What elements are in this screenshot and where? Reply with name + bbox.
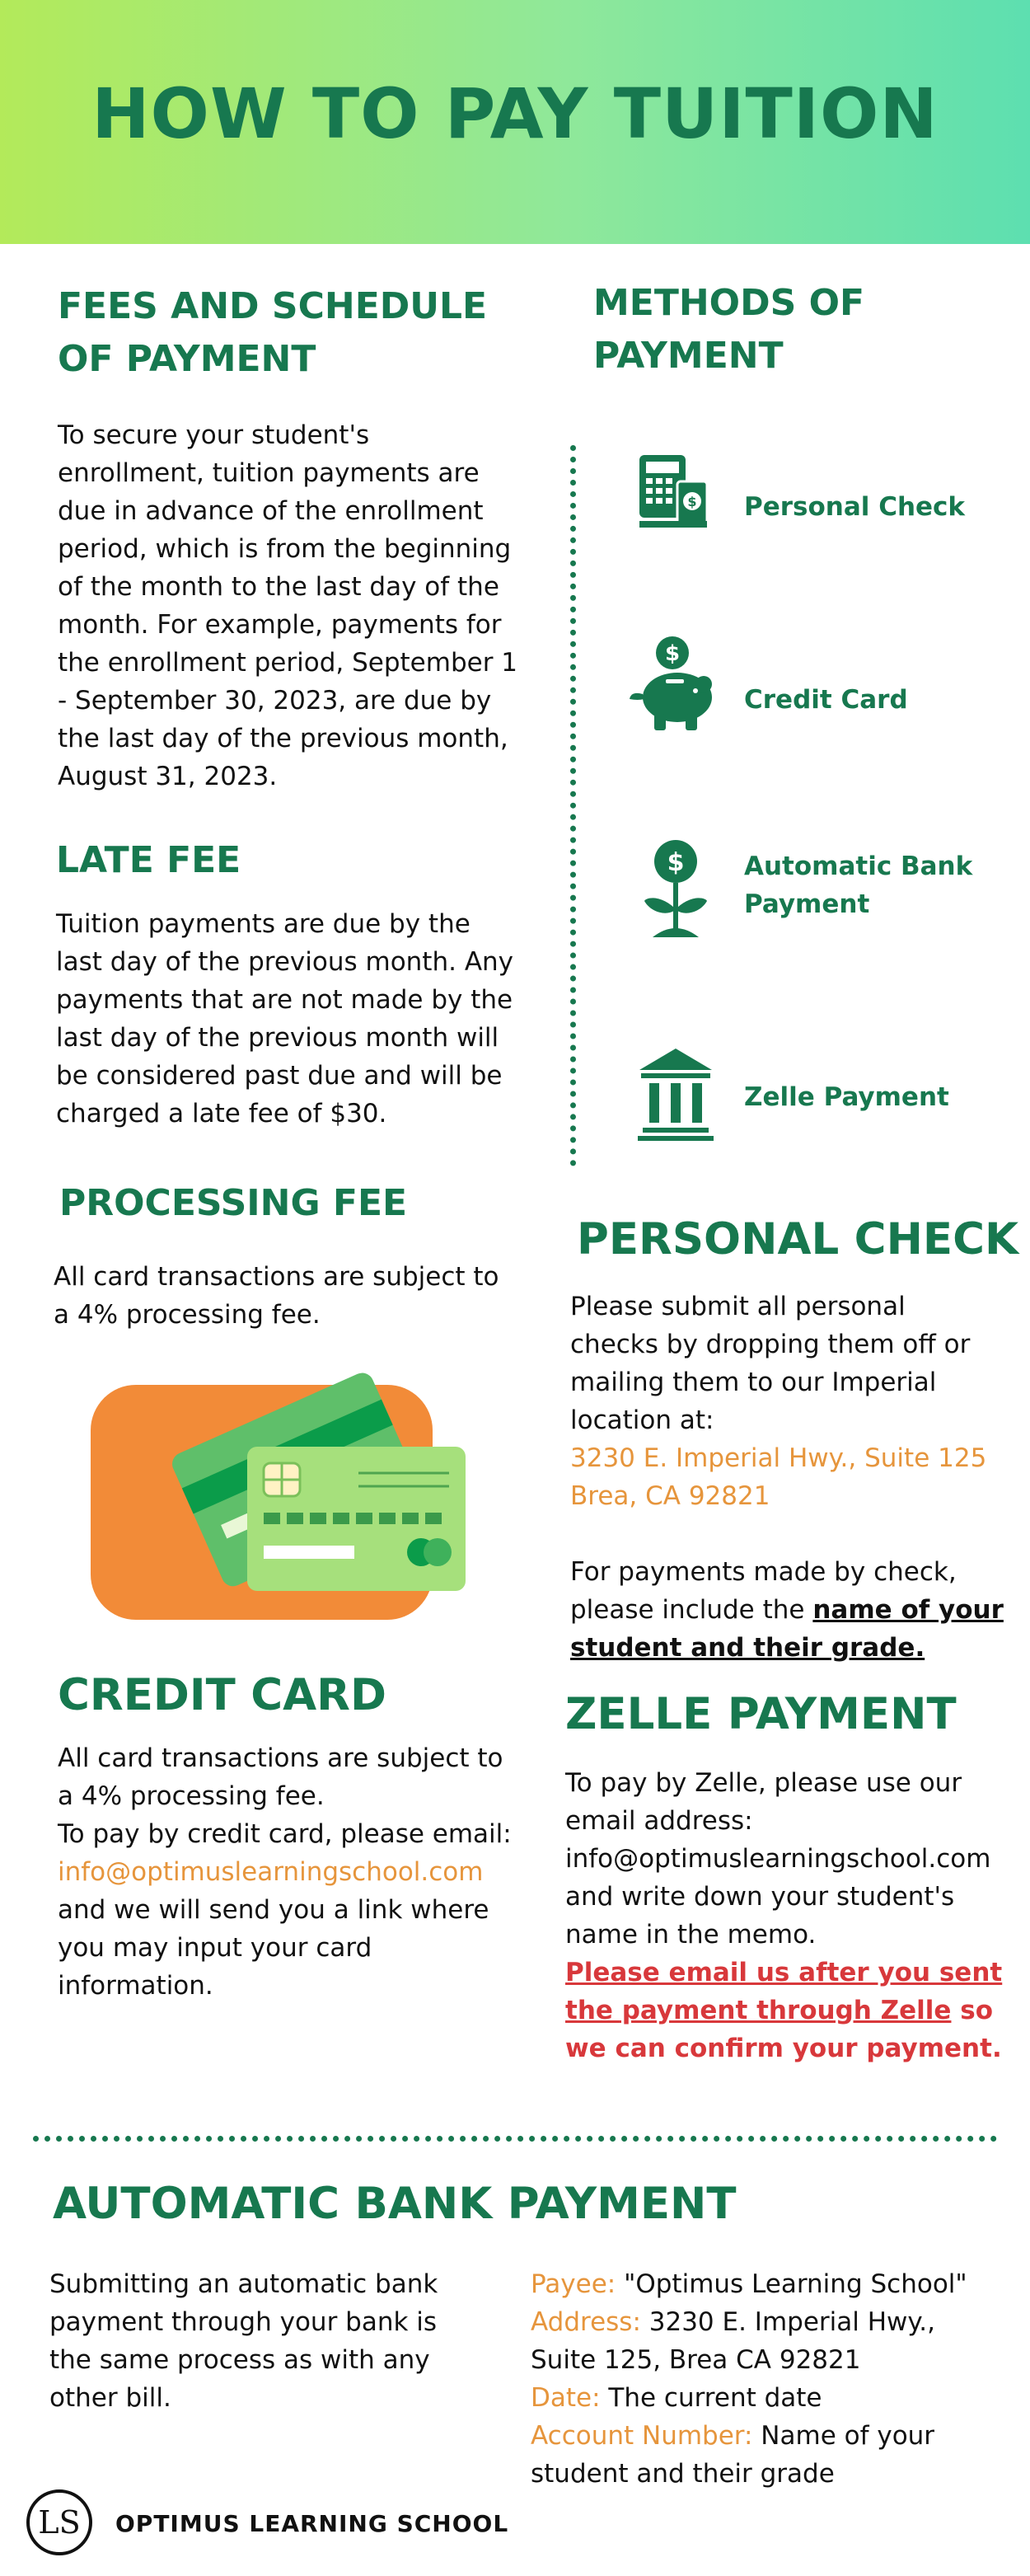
auto-bank-details: Payee: "Optimus Learning School" Address: 3230 E. Imperial Hwy., Suite 125, Brea CA 92821 Date: The current date Account Number: Name of your student and their grade [531,2269,967,2489]
method-personal-check[interactable]: Personal Check [744,492,966,522]
zelle-text: To pay by Zelle, please use our email address: info@optimuslearningschool.com and write down your student's name in the memo. Please email us after you sent the payment through Zelle so we can confirm your payment. [565,1764,1014,2067]
school-logo-icon: LS [26,2489,92,2555]
processing-fee-heading: PROCESSING FEE [59,1182,408,1224]
fees-heading: FEES AND SCHEDULE OF PAYMENT [58,285,488,380]
fees-section [58,280,519,386]
late-fee-text: Tuition payments are due by the last day of the previous month. Any payments that are not made by the last day of the previous month will be considered past due and will be charged a late fee of $30. [56,909,514,1128]
personal-check-heading: PERSONAL CHECK [577,1214,1019,1265]
school-name: OPTIMUS LEARNING SCHOOL [115,2510,509,2537]
front-card [247,1447,466,1591]
check-address-line1: 3230 E. Imperial Hwy., Suite 125 [570,1443,987,1473]
svg-text:$: $ [667,848,685,877]
late-fee-heading: LATE FEE [56,839,241,881]
zelle-email[interactable]: info@optimuslearningschool.com [565,1844,991,1874]
fees-text: To secure your student's enrollment, tuition payments are due in advance of the enrollment period, which is from the beginning of the month to the last day of the month. For example, payments for the enrollment period, September 1 - September 30, 2023, are due by the last day of the previous month, August 31, 2023. [58,420,518,791]
svg-text:$: $ [687,494,697,509]
bank-building-icon [636,1045,715,1141]
credit-card-text: All card transactions are subject to a 4% processing fee. To pay by credit card, please email: info@optimuslearningschool.com and we will send you a link where you may input your card information. [58,1739,552,2005]
vertical-dotted-divider [570,445,576,1166]
page-title: HOW TO PAY TUITION [91,73,939,154]
horizontal-dotted-divider [33,2136,997,2142]
credit-card-heading: CREDIT CARD [58,1670,386,1720]
credit-card-illustration [87,1348,474,1628]
methods-heading: METHODS OF PAYMENT [593,282,865,377]
zelle-heading: ZELLE PAYMENT [565,1689,957,1739]
credit-card-email-link[interactable]: info@optimuslearningschool.com [58,1857,484,1887]
auto-bank-heading: AUTOMATIC BANK PAYMENT [53,2179,737,2229]
check-note-emphasis: name of your [812,1595,1004,1625]
auto-bank-text: Submitting an automatic bank payment through your bank is the same process as with any other bill. [49,2269,438,2413]
piggy-bank-icon [625,635,722,734]
method-automatic-bank-payment[interactable]: Automatic Bank Payment [744,852,973,919]
check-address-line2: Brea, CA 92821 [570,1481,770,1511]
processing-fee-text: All card transactions are subject to a 4% processing fee. [54,1262,499,1330]
calculator-check-icon [636,452,712,531]
method-credit-card[interactable]: Credit Card [744,685,908,715]
svg-text:$: $ [664,641,681,666]
money-plant-icon [641,837,710,941]
personal-check-text: Please submit all personal checks by dropping them off or mailing them to our Imperial location at: 3230 E. Imperial Hwy., Suite 125 Brea, CA 92821 For payments made by check, please include the name of your student and their grade. [570,1288,1015,1667]
method-zelle-payment[interactable]: Zelle Payment [744,1082,949,1112]
